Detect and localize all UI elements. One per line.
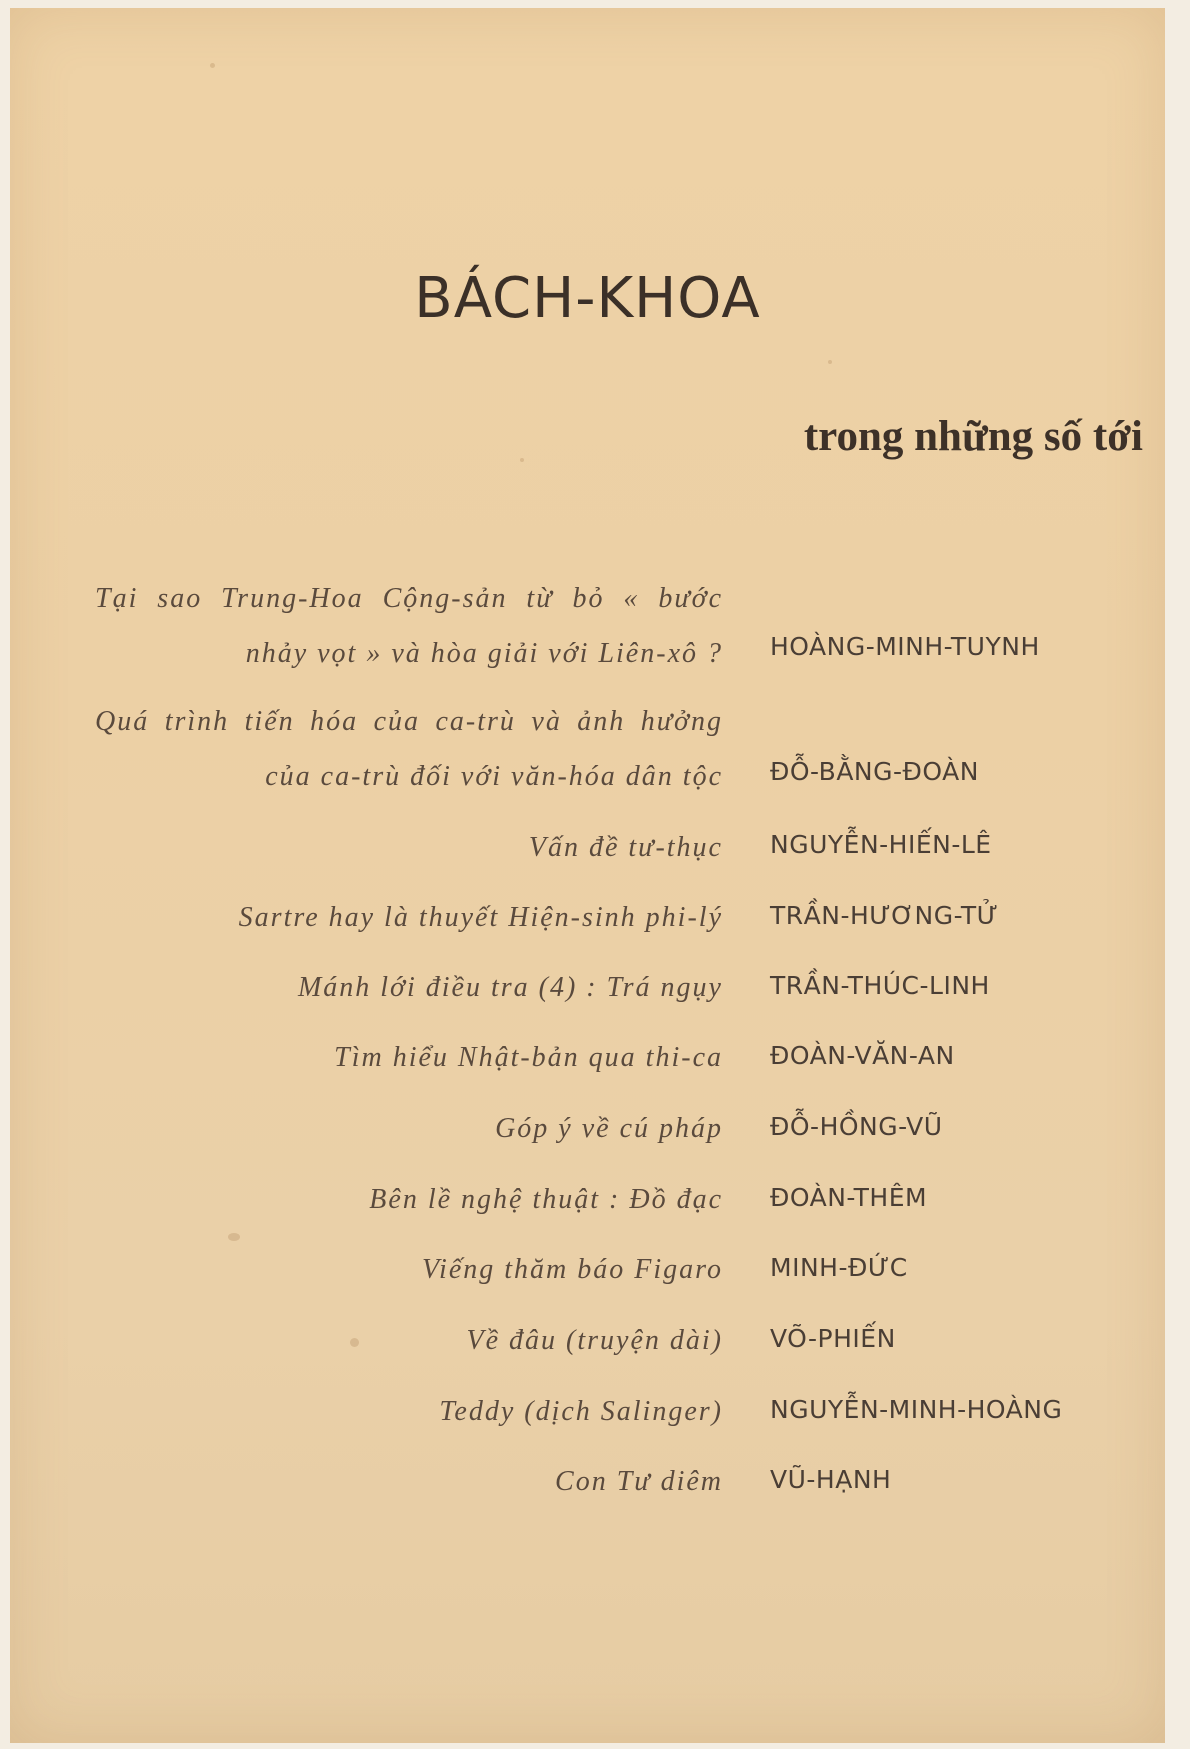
- list-item-author: HOÀNG-MINH-TUYNH: [770, 632, 1040, 661]
- list-item-author: TRẦN-HƯƠNG-TỬ: [770, 901, 999, 930]
- list-item-author: ĐOÀN-THÊM: [770, 1183, 928, 1212]
- page-subtitle: trong những số tới: [803, 413, 1143, 460]
- list-item-author: ĐOÀN-VĂN-AN: [770, 1041, 955, 1070]
- list-item-title: Viếng thăm báo Figaro: [422, 1254, 723, 1285]
- list-item-author: VŨ-HẠNH: [770, 1465, 892, 1494]
- list-item-author: NGUYỄN-HIẾN-LÊ: [770, 830, 992, 859]
- list-item-author: ĐỖ-BẰNG-ĐOÀN: [770, 757, 979, 786]
- list-item-title: Bên lề nghệ thuật : Đồ đạc: [369, 1184, 723, 1215]
- list-item-author: NGUYỄN-MINH-HOÀNG: [770, 1395, 1063, 1424]
- list-item-title: Quá trình tiến hóa của ca-trù và ảnh hưởng của ca-trù đối với văn-hóa dân tộc: [95, 706, 723, 792]
- list-item-author: MINH-ĐỨC: [770, 1253, 908, 1282]
- list-item-title: Vấn đề tư-thục: [528, 832, 723, 863]
- magazine-title: BÁCH-KHOA: [414, 266, 761, 331]
- list-item-author: ĐỖ-HỒNG-VŨ: [770, 1112, 943, 1141]
- list-item-title: Về đâu (truyện dài): [466, 1325, 723, 1356]
- list-item-title: Góp ý về cú pháp: [495, 1113, 723, 1144]
- list-item-title: Con Tư diêm: [555, 1466, 723, 1497]
- list-item-title: Tìm hiểu Nhật-bản qua thi-ca: [334, 1042, 723, 1073]
- list-item-title: Sartre hay là thuyết Hiện-sinh phi-lý: [238, 902, 723, 933]
- list-item-author: VÕ-PHIẾN: [770, 1324, 896, 1353]
- table-of-contents: [10, 8, 1165, 1743]
- list-item-title: Mánh lới điều tra (4) : Trá ngụy: [297, 972, 723, 1003]
- list-item-title: Teddy (dịch Salinger): [439, 1396, 723, 1427]
- list-item-title: Tại sao Trung-Hoa Cộng-sản từ bỏ « bước nhảy vọt » và hòa giải với Liên-xô ?: [95, 583, 723, 669]
- magazine-page: [10, 8, 1165, 1743]
- list-item-author: TRẦN-THÚC-LINH: [770, 971, 990, 1000]
